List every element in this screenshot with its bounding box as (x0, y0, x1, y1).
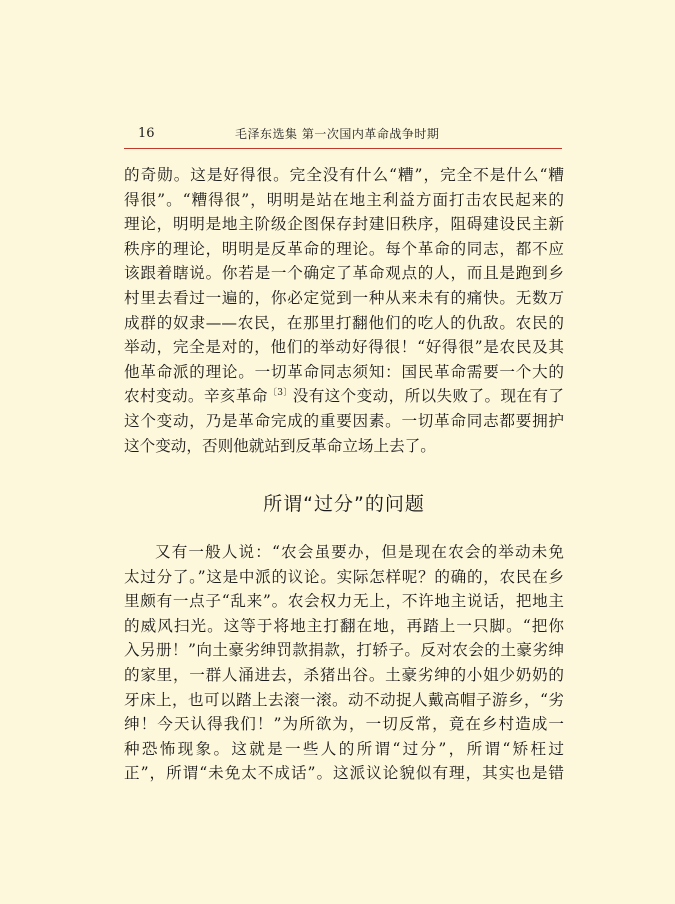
text-line: 得很”。“糟得很”，明明是站在地主利益方面打击农民起来的 (124, 190, 564, 209)
header-rule (124, 148, 562, 149)
text-segment: 没有这个变动，所以失败了。现在有了 (292, 387, 564, 406)
text-line: 种恐怖现象。这就是一些人的所谓“过分”，所谓“矫枉过 (124, 739, 564, 758)
text-line: 正”，所谓“未免太不成话”。这派议论貌似有理，其实也是错 (124, 764, 564, 783)
running-title: 毛泽东选集 第一次国内革命战争时期 (235, 127, 440, 141)
paragraph-body (124, 163, 564, 458)
paragraph-body (124, 540, 564, 786)
text-line: 这个变动，否则他就站到反革命立场上去了。 (124, 436, 436, 455)
text-segment: 农村变动。辛亥革命 (124, 387, 268, 406)
text-line: 他革命派的理论。一切革命同志须知：国民革命需要一个大的 (124, 362, 564, 381)
text-line: 举动，完全是对的，他们的举动好得很！“好得很”是农民及其 (124, 338, 564, 357)
text-line-with-footnote (124, 384, 564, 409)
page-number: 16 (138, 126, 155, 141)
text-line: 成群的奴隶——农民，在那里打翻他们的吃人的仇敌。农民的 (124, 313, 564, 332)
text-line: 绅！今天认得我们！”为所欲为，一切反常，竟在乡村造成一 (124, 715, 564, 734)
text-line: 的家里，一群人涌进去，杀猪出谷。土豪劣绅的小姐少奶奶的 (124, 665, 564, 684)
text-line: 的奇勋。这是好得很。完全没有什么“糟”，完全不是什么“糟 (124, 166, 564, 184)
text-line: 里颇有一点子“乱来”。农会权力无上，不许地主说话，把地主 (124, 592, 564, 611)
footnote-marker[interactable]: 〔3〕 (267, 388, 293, 399)
text-line: 太过分了。”这是中派的议论。实际怎样呢？的确的，农民在乡 (124, 567, 564, 586)
text-line: 牙床上，也可以踏上去滚一滚。动不动捉人戴高帽子游乡，“劣 (124, 690, 564, 709)
text-line: 秩序的理论，明明是反革命的理论。每个革命的同志，都不应 (124, 239, 564, 258)
text-line: 这个变动，乃是革命完成的重要因素。一切革命同志都要拥护 (124, 411, 564, 430)
text-line: 村里去看过一遍的，你必定觉到一种从来未有的痛快。无数万 (124, 288, 564, 307)
text-line: 理论，明明是地主阶级企图保存封建旧秩序，阻碍建设民主新 (124, 215, 564, 234)
text-line: 又有一般人说：“农会虽要办，但是现在农会的举动未免 (155, 543, 564, 561)
text-line: 该跟着瞎说。你若是一个确定了革命观点的人，而且是跑到乡 (124, 264, 564, 283)
text-line: 的威风扫光。这等于将地主打翻在地，再踏上一只脚。“把你 (124, 616, 564, 635)
text-line: 入另册！”向土豪劣绅罚款捐款，打轿子。反对农会的土豪劣绅 (124, 641, 564, 660)
running-header (124, 126, 562, 148)
section-heading: 所谓“过分”的问题 (263, 493, 425, 515)
